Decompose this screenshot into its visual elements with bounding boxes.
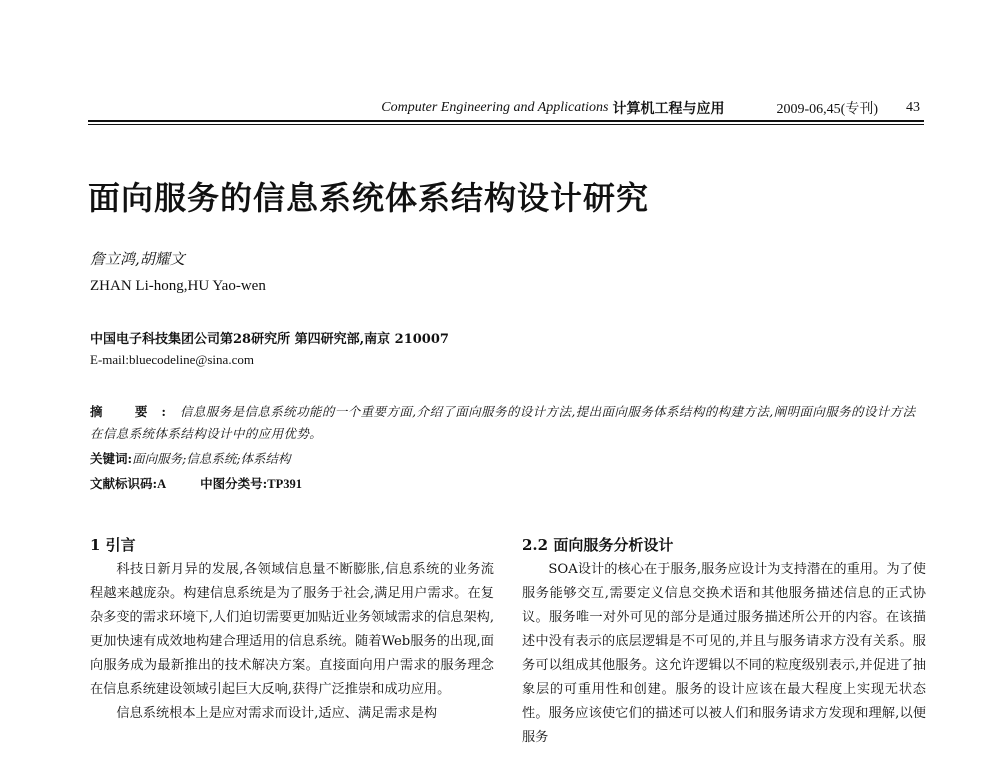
body-paragraph: 科技日新月异的发展,各领域信息量不断膨胀,信息系统的业务流程越来越庞杂。构建信息系统是为了服务于社会,满足用户需求。在复杂多变的需求环境下,人们迫切需要更加贴近业务领域需求的信息架构,更加快速有成效地构建合理适用的信息系统。随着Web服务的出现,面向服务成为最新推出的技术解决方案。直接面向用户需求的服务理念在信息系统建设领域引起巨大反响,获得广泛推崇和成功应用。 — [90, 562, 495, 697]
email: E-mail:bluecodeline@sina.com — [90, 352, 254, 367]
header-rule — [88, 120, 924, 122]
page-number: 43 — [906, 100, 920, 115]
classification-codes — [90, 474, 302, 492]
journal-name-cn: 计算机工程与应用 — [612, 101, 725, 117]
doc-code-value: A — [157, 477, 167, 491]
authors-en: ZHAN Li-hong,HU Yao-wen — [90, 278, 266, 294]
running-header — [88, 98, 920, 118]
clc-value: TP391 — [267, 477, 303, 491]
right-column — [522, 532, 926, 750]
journal-name-en: Computer Engineering and Applications — [381, 100, 609, 115]
abstract-text: 信息服务是信息系统功能的一个重要方面,介绍了面向服务的设计方法,提出面向服务体系结构的构建方法,阐明面向服务的设计方法在信息系统体系结构设计中的应用优势。 — [90, 404, 916, 441]
section-heading-soa: 2.2 面向服务分析设计 — [522, 536, 674, 554]
keywords — [90, 449, 291, 467]
section-heading-intro: 1 引言 — [90, 536, 136, 554]
affiliation: 中国电子科技集团公司第28研究所 第四研究部,南京 210007 — [90, 332, 449, 347]
paper-title: 面向服务的信息系统体系结构设计研究 — [88, 179, 650, 217]
abstract — [90, 401, 928, 445]
body-paragraph: 信息系统根本上是应对需求而设计,适应、满足需求是构 — [116, 706, 438, 721]
body-paragraph: SOA设计的核心在于服务,服务应设计为支持潜在的重用。为了使服务能够交互,需要定义信息交换术语和其他服务描述信息的正式协议。服务唯一对外可见的部分是通过服务描述所公开的内容。在该描述中没有表示的底层逻辑是不可见的,并且与服务请求方没有关系。服务可以组成其他服务。这允许逻辑以不同的粒度级别表示,并促进了抽象层的可重用性和创建。服务的设计应该在最大程度上实现无状态性。服务应该使它们的描述可以被人们和服务请求方发现和理解,以便服务 — [522, 562, 926, 745]
abstract-label: 摘 要: — [90, 404, 180, 419]
issue-info: 2009-06,45(专刊) — [776, 102, 878, 117]
clc-label: 中图分类号: — [200, 476, 268, 491]
authors-cn: 詹立鸿,胡耀文 — [90, 250, 185, 268]
left-column — [90, 532, 494, 726]
keywords-label: 关键词: — [90, 451, 133, 466]
keywords-value: 面向服务;信息系统;体系结构 — [132, 451, 291, 466]
doc-code-label: 文献标识码: — [90, 476, 158, 491]
header-rule-thin — [88, 124, 924, 125]
